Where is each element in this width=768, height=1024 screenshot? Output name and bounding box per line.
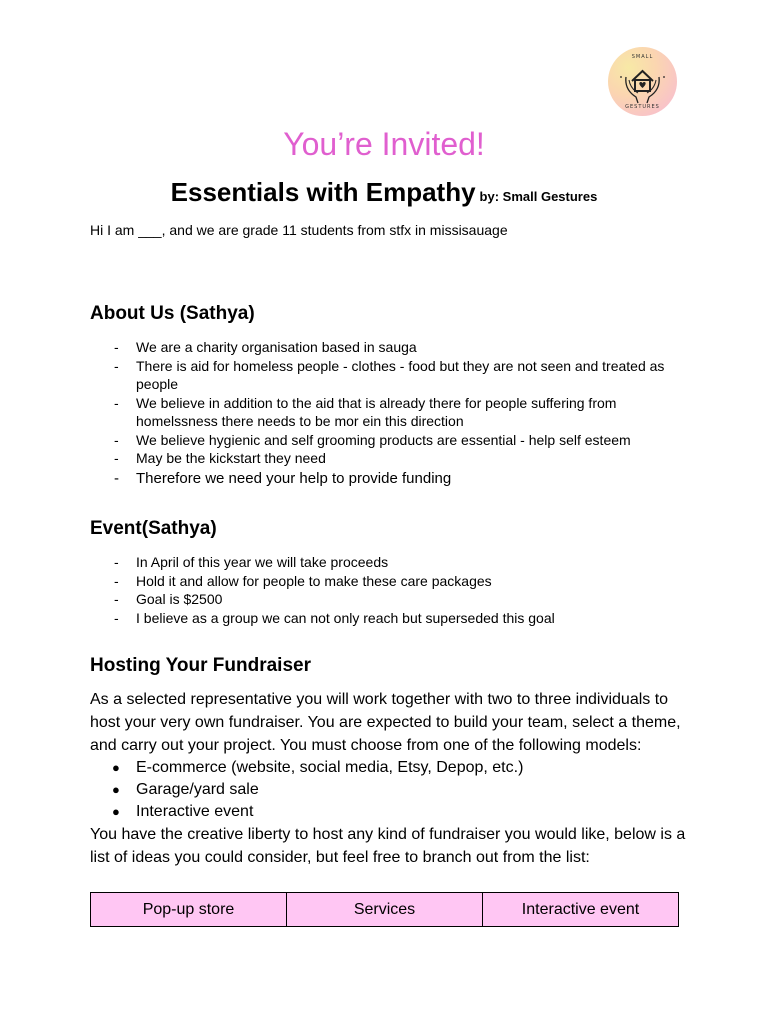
table-row [91,893,679,927]
list-item: - I believe as a group we can not only reach but superseded this goal [114,609,555,626]
about-list [90,338,680,489]
about-heading: About Us (Sathya) [90,303,255,324]
logo-top-text: SMALL [631,54,654,60]
list-item: - May be the kickstart they need [114,450,326,466]
hosting-paragraph: As a selected representative you will work together with two to three individuals to host your very own fundraiser. You are expected to build your team, select a theme, and carry out your project. You must choose from one of the following models: [90,691,681,754]
list-item: - We believe in addition to the aid that is already there for people suffering from homelssness there needs to be mor ein this direction [114,394,617,429]
table-cell-interactive-event: Interactive event [483,893,679,927]
table-cell-pop-up-store: Pop-up store [91,893,287,927]
event-list [90,553,680,627]
invite-heading: You’re Invited! [283,126,485,162]
list-item: - There is aid for homeless people - clothes - food but they are not seen and treated as people [114,357,665,392]
creative-liberty-paragraph: You have the creative liberty to host any kind of fundraiser you would like, below is a list of ideas you could consider, but feel free to branch out from the list: [90,826,686,866]
models-list [90,757,680,823]
list-item: ● E-commerce (website, social media, Etsy, Depop, etc.) [112,759,524,776]
intro-text: Hi I am ___, and we are grade 11 students from stfx in missisauage [90,222,508,238]
event-heading: Event(Sathya) [90,518,217,539]
hosting-heading: Hosting Your Fundraiser [90,655,311,676]
title-row [0,177,768,208]
logo-bottom-text: GESTURES [625,104,660,110]
list-item: - We believe hygienic and self grooming products are essential - help self esteem [114,431,631,448]
table-cell-services: Services [287,893,483,927]
list-item: ● Interactive event [112,803,254,820]
list-item: ● Garage/yard sale [112,781,259,798]
byline: by: Small Gestures [479,189,598,204]
small-gestures-logo [608,47,677,116]
list-item: - We are a charity organisation based in sauga [114,339,417,355]
ideas-table [90,892,679,927]
list-item: - Hold it and allow for people to make these care packages [114,572,492,589]
list-item: - Therefore we need your help to provide funding [114,469,452,487]
document-title: Essentials with Empathy [170,177,476,207]
list-item: - Goal is $2500 [114,591,223,607]
list-item: - In April of this year we will take proceeds [114,554,389,570]
